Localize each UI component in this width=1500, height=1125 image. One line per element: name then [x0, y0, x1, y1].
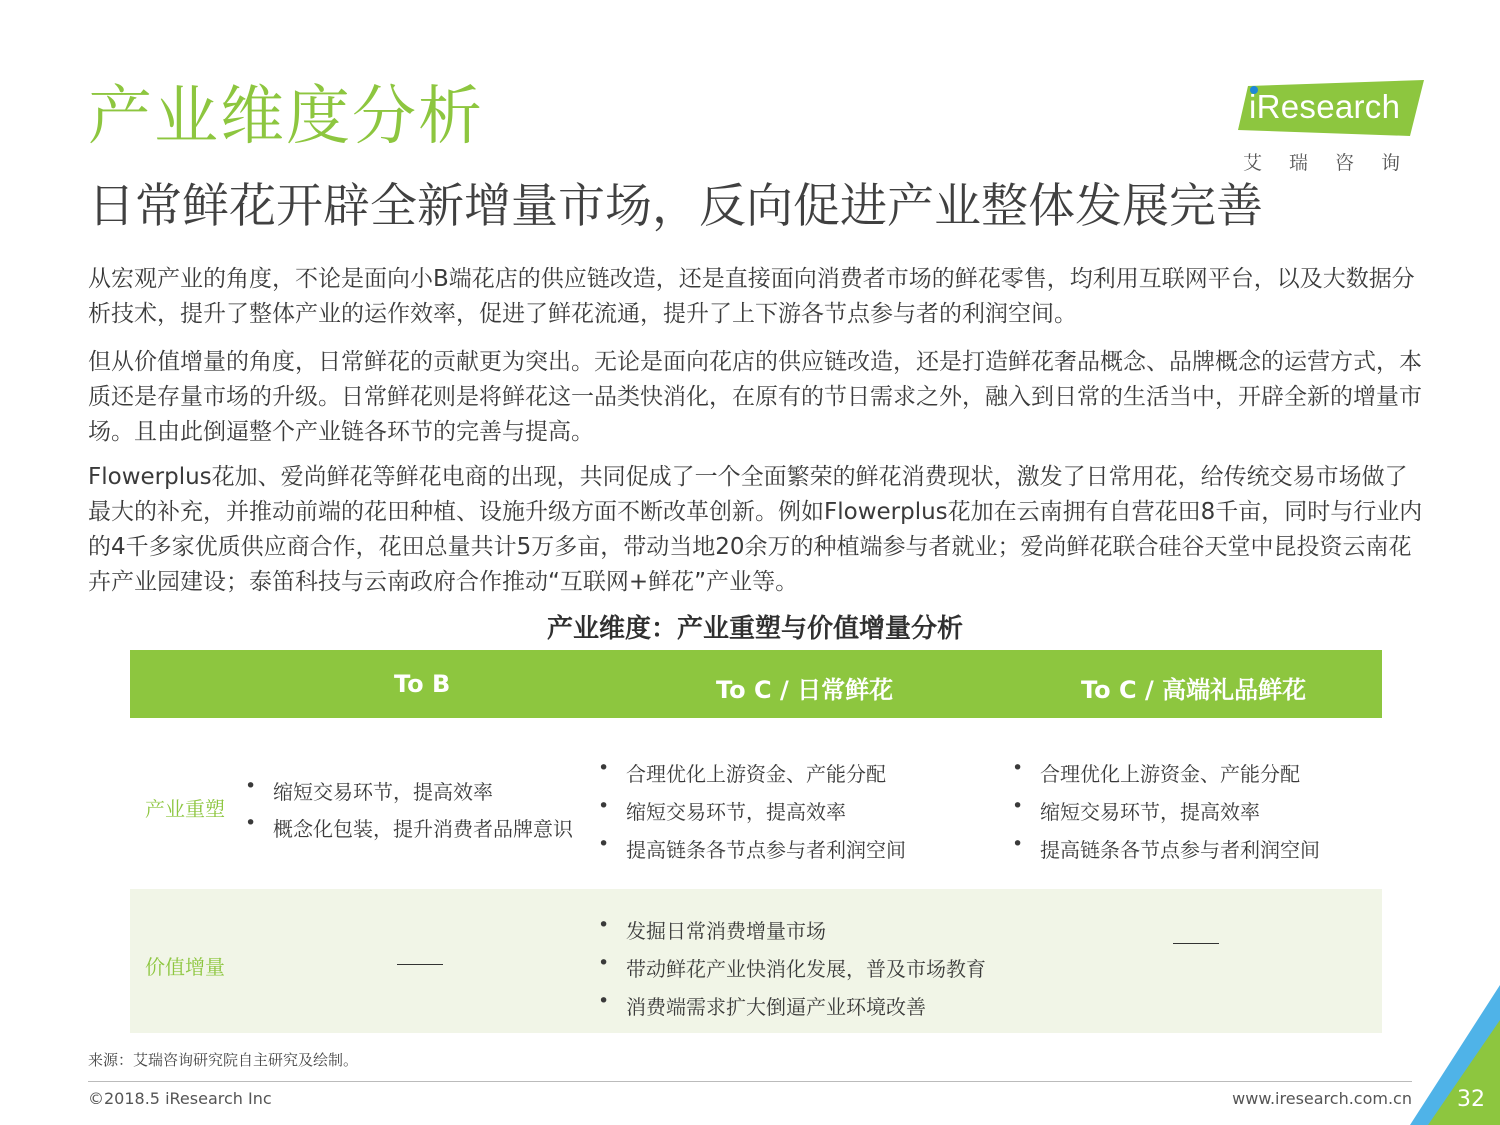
list-item: • 合理优化上游资金、产能分配	[1010, 755, 1320, 793]
logo-brand-text: iResearch	[1249, 88, 1401, 125]
list-item: • 缩短交易环节，提高效率	[1010, 793, 1320, 831]
footer-divider	[88, 1081, 1412, 1082]
logo-cn-text: 艾瑞咨询	[1243, 152, 1428, 174]
source-note: 来源：艾瑞咨询研究院自主研究及绘制。	[88, 1051, 359, 1069]
copyright: ©2018.5 iResearch Inc	[88, 1089, 272, 1108]
column-header-to-b: To B	[394, 670, 451, 698]
to-b-empty-dash	[397, 964, 443, 965]
list-item: • 发掘日常消费增量市场	[596, 912, 986, 950]
to-c-daily-value-list	[596, 912, 986, 1026]
list-item: • 缩短交易环节，提高效率	[596, 793, 906, 831]
list-item: • 消费端需求扩大倒逼产业环境改善	[596, 988, 986, 1026]
list-item: • 概念化包装，提升消费者品牌意识	[243, 811, 573, 848]
page-title: 产业维度分析	[88, 80, 484, 154]
to-c-daily-reshape-list	[596, 755, 906, 869]
row-label-industry-reshape: 产业重塑	[145, 797, 225, 821]
website-link: www.iresearch.com.cn	[1232, 1089, 1412, 1108]
list-item: • 合理优化上游资金、产能分配	[596, 755, 906, 793]
table-header	[130, 650, 1382, 718]
row-label-value-increment: 价值增量	[145, 955, 225, 979]
column-header-to-c-gift: To C / 高端礼品鲜花	[1081, 676, 1307, 704]
body-paragraph-1: 从宏观产业的角度，不论是面向小B端花店的供应链改造，还是直接面向消费者市场的鲜花零售，均利用互联网平台，以及大数据分析技术，提升了整体产业的运作效率，促进了鲜花流通，提升了上下游各节点参与者的利润空间。	[88, 266, 1415, 327]
list-item: • 带动鲜花产业快消化发展，普及市场教育	[596, 950, 986, 988]
list-item: • 缩短交易环节，提高效率	[243, 774, 573, 811]
to-b-reshape-list	[243, 774, 573, 848]
page-number: 32	[1457, 1087, 1485, 1112]
list-item: • 提高链条各节点参与者利润空间	[1010, 831, 1320, 869]
iresearch-logo	[1235, 78, 1427, 173]
body-paragraph-2: 但从价值增量的角度，日常鲜花的贡献更为突出。无论是面向花店的供应链改造，还是打造鲜花奢品概念、品牌概念的运营方式，本质还是存量市场的升级。日常鲜花则是将鲜花这一品类快消化，在原有的节日需求之外，融入到日常的生活当中，开辟全新的增量市场。且由此倒逼整个产业链各环节的完善与提高。	[88, 349, 1422, 445]
list-item: • 提高链条各节点参与者利润空间	[596, 831, 906, 869]
to-c-gift-reshape-list	[1010, 755, 1320, 869]
to-c-gift-empty-dash	[1173, 943, 1219, 944]
column-header-to-c-daily: To C / 日常鲜花	[716, 676, 894, 704]
body-paragraph-3: Flowerplus花加、爱尚鲜花等鲜花电商的出现，共同促成了一个全面繁荣的鲜花消费现状，激发了日常用花，给传统交易市场做了最大的补充，并推动前端的花田种植、设施升级方面不断改革创新。例如Flowerplus花加在云南拥有自营花田8千亩，同时与行业内的4千多家优质供应商合作，花田总量共计5万多亩，带动当地20余万的种植端参与者就业；爱尚鲜花联合硅谷天堂中昆投资云南花卉产业园建设；泰笛科技与云南政府合作推动“互联网+鲜花”产业等。	[88, 464, 1423, 595]
table-title: 产业维度：产业重塑与价值增量分析	[546, 614, 963, 644]
page-subtitle: 日常鲜花开辟全新增量市场，反向促进产业整体发展完善	[88, 179, 1263, 234]
